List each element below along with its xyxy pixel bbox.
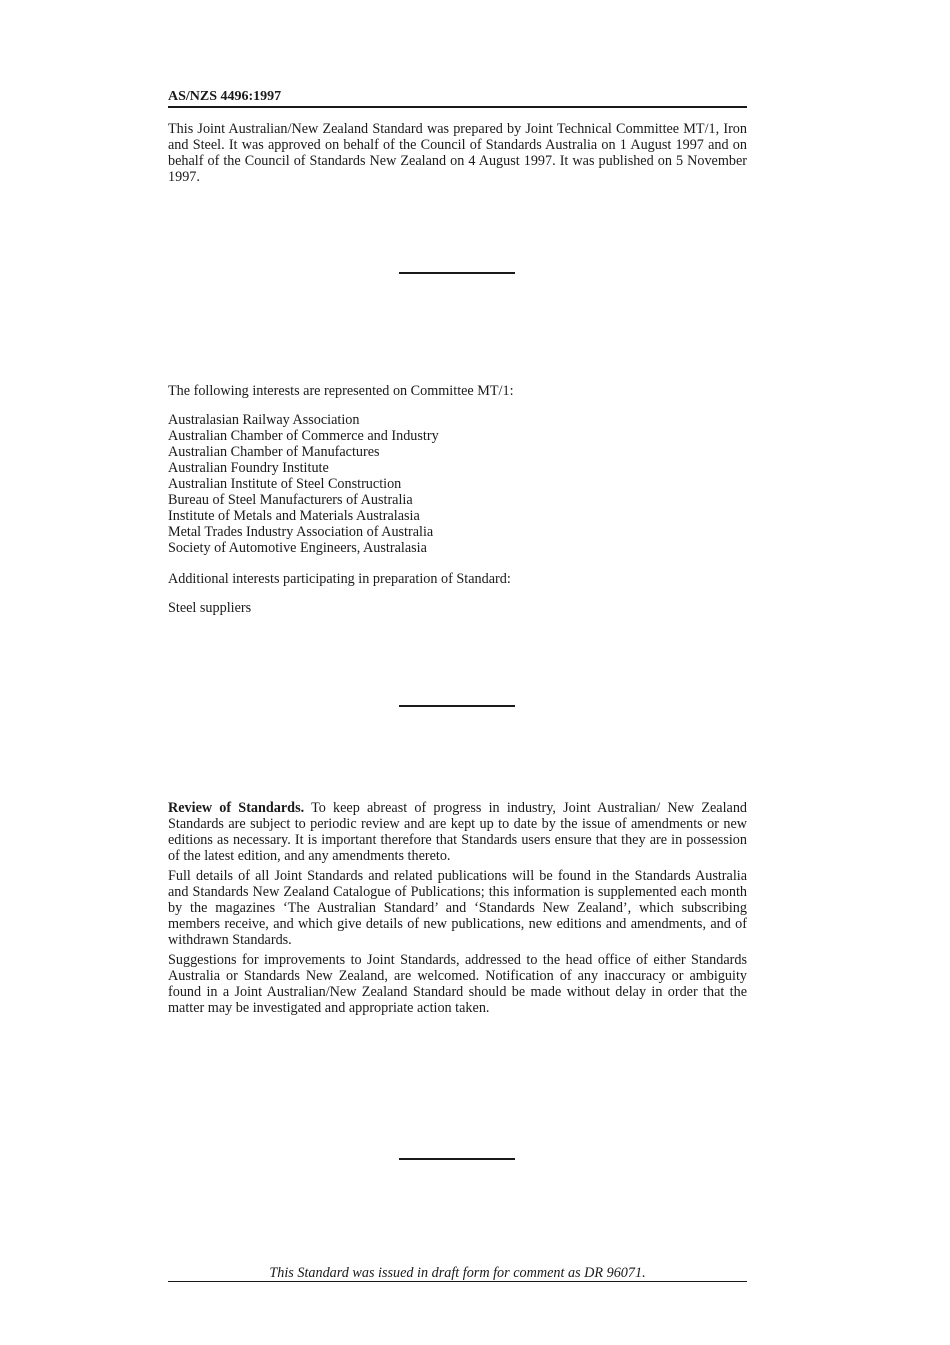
section-divider bbox=[399, 1158, 515, 1160]
standard-code-header: AS/NZS 4496:1997 bbox=[168, 89, 282, 104]
review-paragraph: Full details of all Joint Standards and related publications will be found in the Standards Australia and Standards New Zealand Catalogue of Publications; this information is supplemented each month by the magazines ‘The Australian Standard’ and ‘Standards New Zealand’, which subscribing members receive, and which give details of new publications, new editions and amendments, and of withdrawn Standards. bbox=[168, 868, 747, 948]
review-paragraph bbox=[168, 800, 747, 864]
header-rule bbox=[168, 106, 747, 108]
review-title: Review of Standards. bbox=[168, 800, 305, 816]
committee-member: Society of Automotive Engineers, Australasia bbox=[168, 540, 427, 556]
committee-member: Australasian Railway Association bbox=[168, 412, 360, 428]
committee-intro: The following interests are represented on Committee MT/1: bbox=[168, 383, 514, 399]
committee-member: Australian Chamber of Commerce and Industry bbox=[168, 428, 439, 444]
committee-member: Australian Foundry Institute bbox=[168, 460, 329, 476]
committee-member: Bureau of Steel Manufacturers of Australia bbox=[168, 492, 413, 508]
footer-rule bbox=[168, 1281, 747, 1282]
committee-member-list bbox=[168, 412, 439, 556]
committee-member: Australian Institute of Steel Construction bbox=[168, 476, 402, 492]
draft-note: This Standard was issued in draft form for comment as DR 96071. bbox=[269, 1265, 646, 1281]
committee-member: Australian Chamber of Manufactures bbox=[168, 444, 380, 460]
section-divider bbox=[399, 705, 515, 707]
preparation-paragraph: This Joint Australian/New Zealand Standard was prepared by Joint Technical Committee MT/1, Iron and Steel. It was approved on behalf of the Council of Standards Australia on 1 August 1997 and on behalf of the Council of Standards New Zealand on 4 August 1997. It was published on 5 November 1997. bbox=[168, 121, 747, 185]
section-divider bbox=[399, 272, 515, 274]
review-of-standards-section bbox=[168, 800, 747, 1020]
committee-member: Metal Trades Industry Association of Australia bbox=[168, 524, 434, 540]
additional-interest: Steel suppliers bbox=[168, 600, 252, 616]
review-paragraph-text: To keep abreast of progress in industry, Joint Australian/ New Zealand Standards are subject to periodic review and are kept up to date by the issue of amendments or new editions as necessary. It is important therefore that Standards users ensure that they are in possession of the latest edition, and any amendments thereto. bbox=[168, 800, 748, 864]
review-paragraph: Suggestions for improvements to Joint Standards, addressed to the head office of either Standards Australia or Standards New Zealand, are welcomed. Notification of any inaccuracy or ambiguity found in a Joint Australian/New Zealand Standard should be made without delay in order that the matter may be investigated and appropriate action taken. bbox=[168, 952, 747, 1016]
committee-member: Institute of Metals and Materials Australasia bbox=[168, 508, 420, 524]
additional-interests-intro: Additional interests participating in preparation of Standard: bbox=[168, 571, 511, 587]
